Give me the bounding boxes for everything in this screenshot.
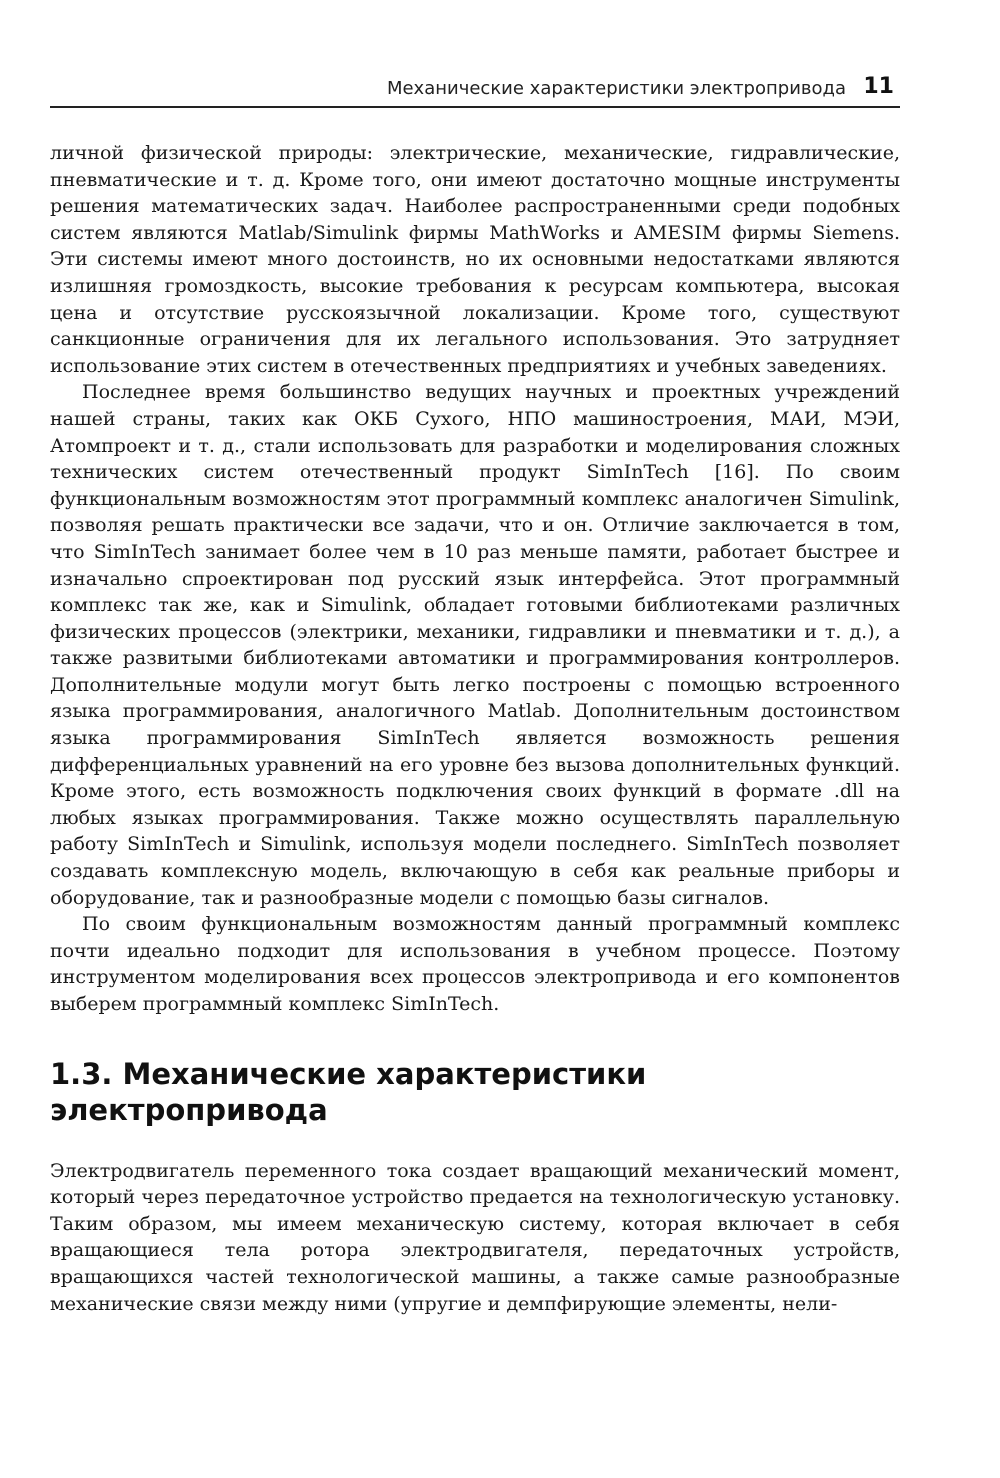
paragraph-simintech: Последнее время большинство ведущих научных и проектных учреждений нашей страны, таких как ОКБ Сухого, НПО машиностроения, МАИ, МЭИ, Атомпроект и т. д., стали использовать для разработки и моделирования сложных технических систем отечественный продукт SimInTech [16]. По своим функциональным возможностям этот программный комплекс аналогичен Simulink, позволяя решать практически все задачи, что и он. Отличие заключается в том, что SimInTech занимает более чем в 10 раз меньше памяти, работает быстрее и изначально спроектирован под русский язык интерфейса. Этот программный комплекс так же, как и Simulink, обладает готовыми библиотеками различных физических процессов (электрики, механики, гидравлики и пневматики и т. д.), а также развитыми библиотеками автоматики и программирования контроллеров. Дополнительные модули могут быть легко построены с помощью встроенного языка программирования, аналогичного Matlab. Дополнительным достоинством языка программирования SimInTech является возможность решения дифференциальных уравнений на его уровне без вызова дополнительных функций. Кроме этого, есть возможность подключения своих функций в формате .dll на любых языках программирования. Также можно осуществлять параллельную работу SimInTech и Simulink, используя модели последнего. SimInTech позволяет создавать комплексную модель, включающую в себя как реальные приборы и оборудование, так и разнообразные модели с помощью базы сигналов. — [50, 381, 900, 909]
running-header — [50, 70, 900, 108]
paragraph-continuation: личной физической природы: электрические, механические, гидравлические, пневматические и т. д. Кроме того, они имеют достаточно мощные инструменты решения математических задач. Наиболее распространенными среди подобных систем являются Matlab/Simulink фирмы MathWorks и AMESIM фирмы Siemens. Эти системы имеют много достоинств, но их основными недостатками являются излишняя громоздкость, высокие требования к ресурсам компьютера, высокая цена и отсутствие русскоязычной локализации. Кроме того, существуют санкционные ограничения для их легального использования. Это затрудняет использование этих систем в отечественных предприятиях и учебных заведениях. — [50, 142, 900, 377]
page-body — [50, 140, 900, 1317]
section-heading: 1.3. Механические характеристики электропривода — [50, 1056, 647, 1127]
running-title: Механические характеристики электропривода — [386, 78, 846, 99]
section-paragraph: Электродвигатель переменного тока создает вращающий механический момент, который через передаточное устройство предается на технологическую установку. Таким образом, мы имеем механическую систему, которая включает в себя вращающиеся тела ротора электродвигателя, передаточных устройств, вращающихся частей технологической машины, а также самые разнообразные механические связи между ними (упругие и демпфирующие элементы, нели- — [50, 1159, 900, 1315]
paragraph-conclusion: По своим функциональным возможностям данный программный комплекс почти идеально подходит для использования в учебном процессе. Поэтому инструментом моделирования всех процессов электропривода и его компонентов выберем программный комплекс SimInTech. — [50, 913, 900, 1015]
page-number: 11 — [863, 74, 894, 99]
